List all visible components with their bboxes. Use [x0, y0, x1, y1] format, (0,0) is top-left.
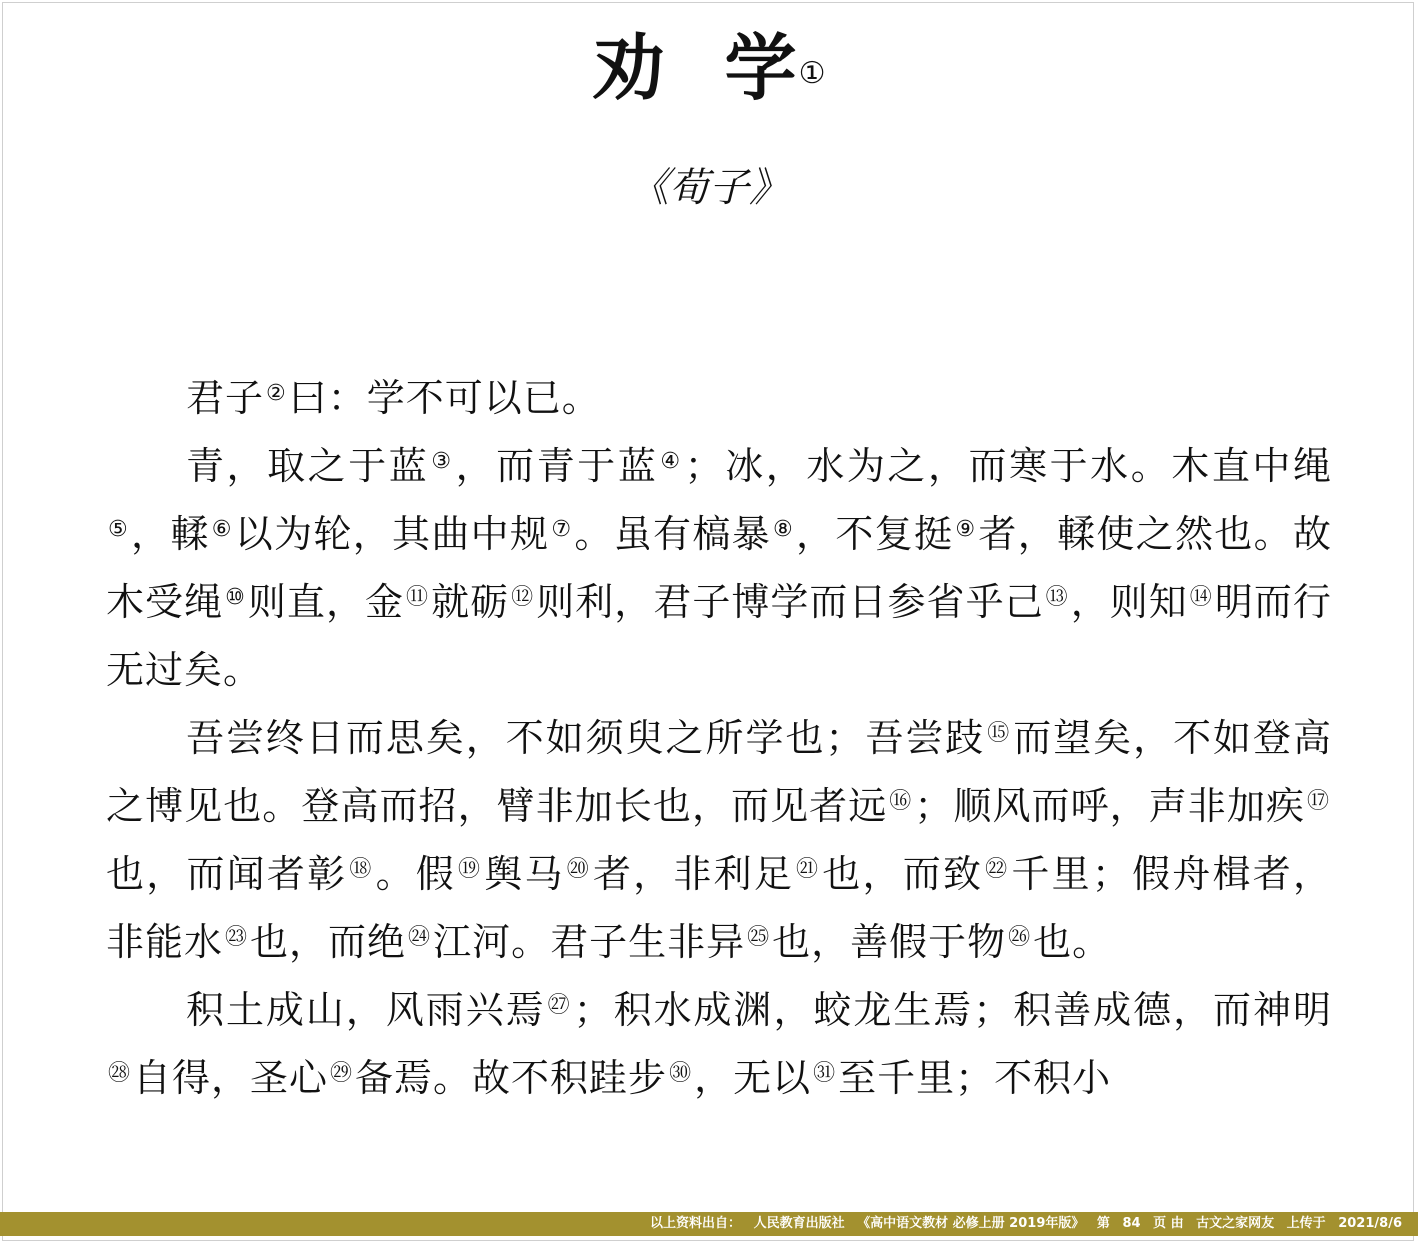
footer-page-prefix: 第 [1096, 1216, 1110, 1231]
footer-publisher: 人民教育出版社 [753, 1216, 845, 1231]
footer-page-number: 84 [1122, 1216, 1141, 1231]
footnote-marker: ⑲ [458, 857, 483, 882]
footnote-marker: ㉗ [547, 993, 572, 1018]
text-run: 青，取之于蓝 [186, 444, 430, 488]
text-run: 至千里；不积小 [838, 1056, 1112, 1100]
footer-source-label: 以上资料出自： [650, 1216, 742, 1231]
text-run: 君子 [186, 376, 265, 420]
text-run: ，而青于蓝 [455, 444, 659, 488]
text-run: 也，而致 [822, 852, 984, 896]
text-run: ，则知 [1070, 580, 1188, 624]
text-run: 千里；假舟楫者，非能水 [106, 852, 1332, 964]
text-run: 则利，君子博学而日参省乎己 [536, 580, 1044, 624]
text-run: 曰：学不可以已。 [288, 376, 601, 420]
text-run: 者，非利足 [592, 852, 795, 896]
footnote-marker: ⑩ [225, 585, 246, 610]
footer-book: 《高中语文教材 必修上册 2019年版》 [857, 1216, 1085, 1231]
footnote-marker: ⑥ [211, 517, 233, 542]
footnote-marker: ⑪ [406, 585, 430, 610]
text-run: ；冰，水为之，而寒于水。木直中绳 [684, 444, 1332, 488]
text-run: 备焉。故不积跬步 [355, 1056, 668, 1100]
text-run: 而望矣，不如登高之博见也。登高而招，臂非加长也，而见者远 [106, 716, 1332, 828]
footnote-marker: ⑱ [349, 857, 374, 882]
footnote-marker: ㉒ [985, 857, 1010, 882]
text-run: ；积水成渊，蛟龙生焉；积善成德，而神明 [573, 988, 1332, 1032]
paragraph-3 [106, 704, 1332, 976]
footer-uploader: 古文之家网友 [1196, 1216, 1275, 1231]
footnote-marker: ⑨ [955, 517, 977, 542]
text-run: 也，而闻者彰 [106, 852, 348, 896]
footnote-marker: ⑫ [511, 585, 535, 610]
text-run: 则直，金 [247, 580, 405, 624]
footnote-marker: ㉓ [225, 925, 249, 950]
footnote-marker: ⑦ [551, 517, 573, 542]
title-char-2: 学 [724, 25, 797, 110]
title-char-1: 劝 [592, 25, 665, 110]
paragraph-4 [106, 976, 1332, 1112]
text-run: 以为轮，其曲中规 [234, 512, 550, 556]
text-run: 舆马 [484, 852, 565, 896]
footnote-marker: ㉛ [813, 1061, 837, 1086]
text-run: 积土成山，风雨兴焉 [186, 988, 546, 1032]
footer-page-suffix: 页 由 [1153, 1216, 1184, 1231]
footnote-marker: ⑤ [108, 517, 130, 542]
text-run: ，輮 [131, 512, 210, 556]
footnote-marker: ㉖ [1008, 925, 1032, 950]
text-run: ，不复挺 [796, 512, 954, 556]
footnote-marker: ③ [431, 449, 454, 474]
footnote-marker: ㉕ [747, 925, 771, 950]
footnote-marker: ⑯ [889, 789, 913, 814]
text-run: ；顺风而呼，声非加疾 [914, 784, 1305, 828]
footer-upload-label: 上传于 [1286, 1216, 1326, 1231]
paragraph-2 [106, 432, 1332, 704]
footnote-marker: ㉔ [408, 925, 432, 950]
text-run: ，无以 [694, 1056, 812, 1100]
text-run: 吾尝终日而思矣，不如须臾之所学也；吾尝跂 [186, 716, 986, 760]
body-text [106, 364, 1332, 1112]
text-run: 也，而绝 [250, 920, 407, 964]
footnote-marker: ⑳ [566, 857, 591, 882]
footnote-marker: ㉑ [796, 857, 821, 882]
footnote-marker: ㉙ [330, 1061, 354, 1086]
footer-date: 2021/8/6 [1338, 1216, 1402, 1231]
footnote-marker: ⑬ [1045, 585, 1069, 610]
text-run: 也，善假于物 [772, 920, 1007, 964]
text-run: 也。 [1033, 920, 1112, 964]
paragraph-1 [106, 364, 1332, 432]
page-title [0, 18, 1418, 118]
footnote-marker: ㉘ [108, 1061, 132, 1086]
text-run: 江河。君子生非异 [433, 920, 746, 964]
footnote-marker: ⑮ [987, 721, 1012, 746]
text-run: 就砺 [431, 580, 510, 624]
footnote-marker: ⑭ [1189, 585, 1213, 610]
text-run: 明而行无过矣。 [106, 580, 1332, 692]
text-run: 。假 [375, 852, 457, 896]
text-run: 自得，圣心 [133, 1056, 329, 1100]
footnote-marker: ④ [660, 449, 683, 474]
text-run: 者，輮使之然也。故木受绳 [106, 512, 1332, 624]
title-note-marker: ① [798, 56, 826, 91]
footnote-marker: ⑧ [772, 517, 795, 542]
source-footer [0, 1212, 1418, 1236]
footnote-marker: ㉚ [669, 1061, 693, 1086]
author-line: 《荀子》 [629, 165, 789, 211]
footnote-marker: ② [266, 381, 287, 406]
footnote-marker: ⑰ [1306, 789, 1330, 814]
text-run: 。虽有槁暴 [574, 512, 771, 556]
